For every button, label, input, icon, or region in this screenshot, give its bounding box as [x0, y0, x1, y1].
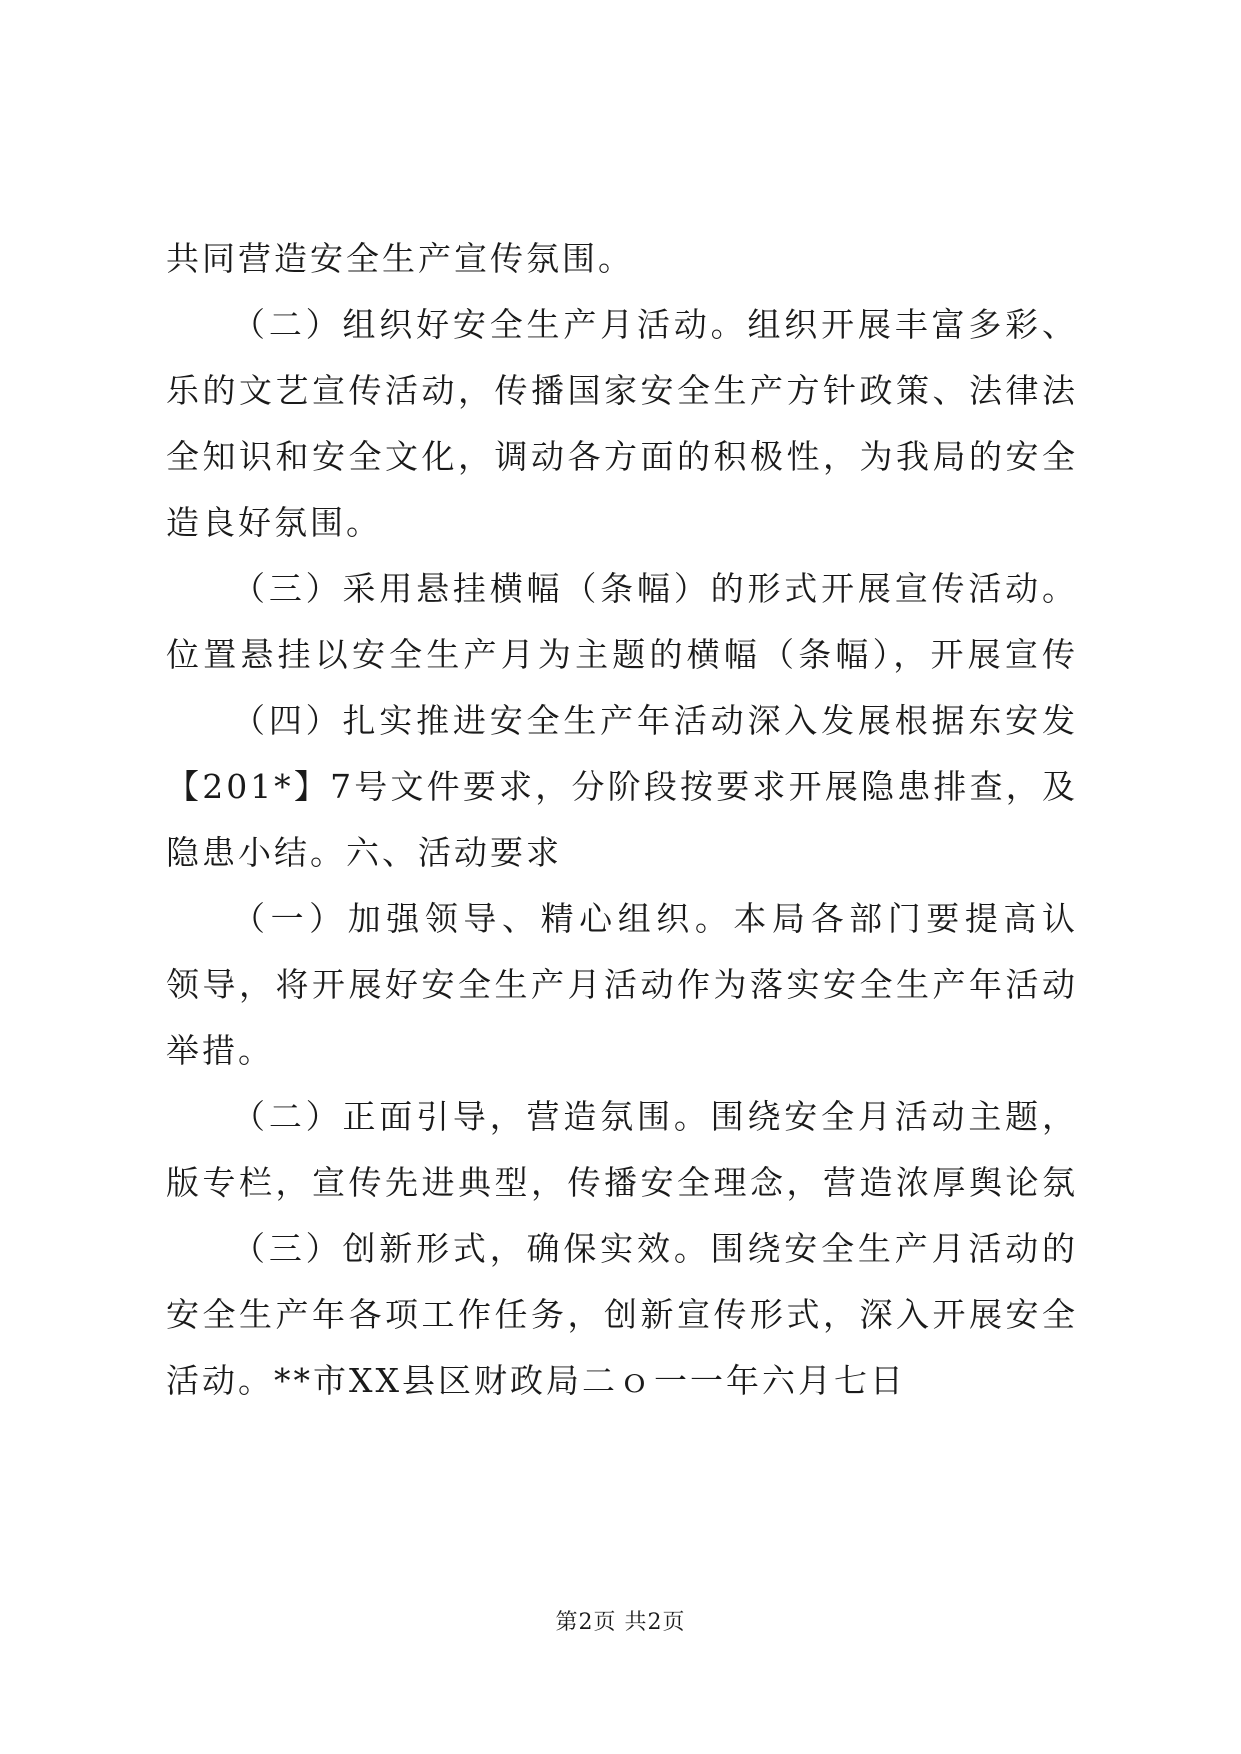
paragraph-line: 安全生产年各项工作任务，创新宣传形式，深入开展安全 [166, 1295, 1078, 1334]
paragraph-line: （一）加强领导、精心组织。本局各部门要提高认 [232, 899, 1078, 938]
paragraph-line: 全知识和安全文化，调动各方面的积极性，为我局的安全 [166, 437, 1078, 476]
paragraph-line: 版专栏，宣传先进典型，传播安全理念，营造浓厚舆论氛 [166, 1163, 1078, 1202]
paragraph-line: 隐患小结。六、活动要求 [166, 833, 562, 872]
page-footer: 第2页 共2页 [555, 1610, 686, 1635]
paragraph-line: （三）采用悬挂横幅（条幅）的形式开展宣传活动。 [232, 569, 1078, 608]
paragraph-line: 乐的文艺宣传活动，传播国家安全生产方针政策、法律法 [166, 371, 1078, 410]
paragraph-line: 位置悬挂以安全生产月为主题的横幅（条幅），开展宣传 [166, 635, 1078, 674]
paragraph-line: 领导，将开展好安全生产月活动作为落实安全生产年活动 [166, 965, 1078, 1004]
paragraph-line: 造良好氛围。 [166, 503, 382, 542]
paragraph-line: （三）创新形式，确保实效。围绕安全生产月活动的 [232, 1229, 1078, 1268]
document-body [166, 226, 1078, 1414]
paragraph-line: 举措。 [166, 1031, 274, 1070]
paragraph-line: 活动。**市XX县区财政局二ｏ一一年六月七日 [166, 1361, 906, 1400]
paragraph-line: （二）正面引导，营造氛围。围绕安全月活动主题， [232, 1097, 1078, 1136]
paragraph-line: 共同营造安全生产宣传氛围。 [166, 239, 634, 278]
paragraph-line: （二）组织好安全生产月活动。组织开展丰富多彩、 [232, 305, 1078, 344]
paragraph-line: （四）扎实推进安全生产年活动深入发展根据东安发 [232, 701, 1078, 740]
paragraph-line: 【201*】7号文件要求，分阶段按要求开展隐患排查，及 [166, 767, 1078, 806]
